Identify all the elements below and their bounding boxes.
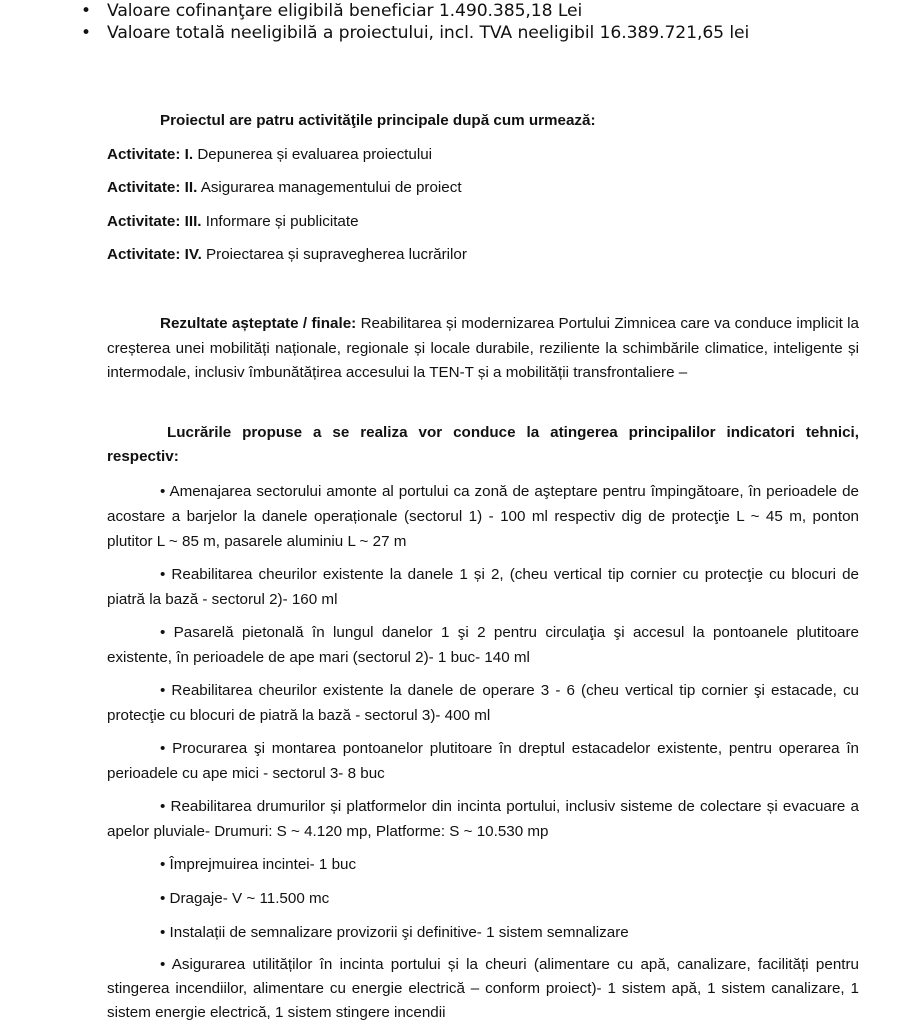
works-item: • Dragaje- V ~ 11.500 mc (160, 890, 330, 907)
works-item: • Reabilitarea drumurilor și platformelor din incinta portului, inclusiv sisteme de colectare și evacuare a apelor pluviale- Drumuri: S ~ 4.120 mp, Platforme: S ~ 10.530 mp (107, 798, 859, 840)
results-label: Rezultate așteptate / finale: (160, 315, 357, 332)
works-item: • Reabilitarea cheurilor existente la danele de operare 3 - 6 (cheu vertical tip cornier şi estacade, cu protecţie cu blocuri de piatră la bază - sectorul 3)- 400 ml (107, 682, 859, 724)
works-item: • Reabilitarea cheurilor existente la danele 1 și 2, (cheu vertical tip cornier cu protecţie cu blocuri de piatră la bază - sectorul 2)- 160 ml (107, 566, 859, 608)
works-item: • Împrejmuirea incintei- 1 buc (160, 856, 357, 873)
bullet-icon: • (81, 23, 91, 43)
cofinancing-value-text: Valoare cofinanţare eligibilă beneficiar 1.490.385,18 Lei (107, 1, 583, 21)
activity-label: Activitate: I. (107, 146, 194, 163)
activity-item (107, 245, 467, 265)
activity-text: Informare și publicitate (201, 213, 359, 230)
activity-label: Activitate: IV. (107, 246, 202, 263)
top-bullet-list (80, 0, 749, 44)
activity-text: Proiectarea și supravegherea lucrărilor (201, 246, 467, 263)
activities-heading: Proiectul are patru activităţile principale după cum urmează: (160, 112, 596, 129)
works-item: • Instalații de semnalizare provizorii şi definitive- 1 sistem semnalizare (160, 924, 629, 941)
results-paragraph (107, 312, 859, 386)
activity-item (107, 212, 359, 232)
non-eligible-value-text: Valoare totală neeligibilă a proiectului, incl. TVA neeligibil 16.389.721,65 lei (107, 23, 750, 43)
works-item: • Pasarelă pietonală în lungul danelor 1 şi 2 pentru circulaţia şi accesul la pontoanele plutitoare existente, în perioadele de ape mari (sectorul 2)- 1 buc- 140 ml (107, 624, 859, 666)
results-text: Reabilitarea și modernizarea Portului Zimnicea care va conduce implicit la creșterea unei mobilități naționale, regionale și locale durabile, reziliente la schimbările climatice, inteligente și intermodale, inclusiv îmbunătățirea accesului la TEN-T și a mobilității transfrontaliere – (107, 315, 859, 381)
activity-text: Depunerea și evaluarea proiectului (193, 146, 433, 163)
works-item: • Amenajarea sectorului amonte al portului ca zonă de aşteptare pentru împingătoare, în perioadele de acostare a barjelor la danele operaționale (sectorul 1) - 100 ml respectiv dig de protecţie L ~ 45 m, ponton plutitor L ~ 85 m, pasarele aluminiu L ~ 27 m (107, 483, 859, 550)
works-item: • Asigurarea utilităților în incinta portului și la cheuri (alimentare cu apă, canalizare, facilități pentru stingerea incendiilor, alimentare cu energie electrică – conform proiect)- 1 sistem apă, 1 sistem canalizare, 1 sistem energie electrică, 1 sistem stingere incendii (107, 956, 859, 1021)
activity-item (107, 145, 432, 165)
list-item (80, 22, 749, 44)
bullet-icon: • (81, 1, 91, 21)
activity-label: Activitate: II. (107, 179, 198, 196)
works-item: • Procurarea şi montarea pontoanelor plutitoare în dreptul estacadelor existente, pentru operarea în perioadele cu ape mici - sectorul 3- 8 buc (107, 740, 859, 782)
activity-label: Activitate: III. (107, 213, 202, 230)
works-heading: Lucrările propuse a se realiza vor conduce la atingerea principalilor indicatori tehnici, respectiv: (107, 424, 859, 465)
list-item (80, 0, 749, 22)
activity-item (107, 178, 462, 198)
activity-text: Asigurarea managementului de proiect (197, 179, 462, 196)
